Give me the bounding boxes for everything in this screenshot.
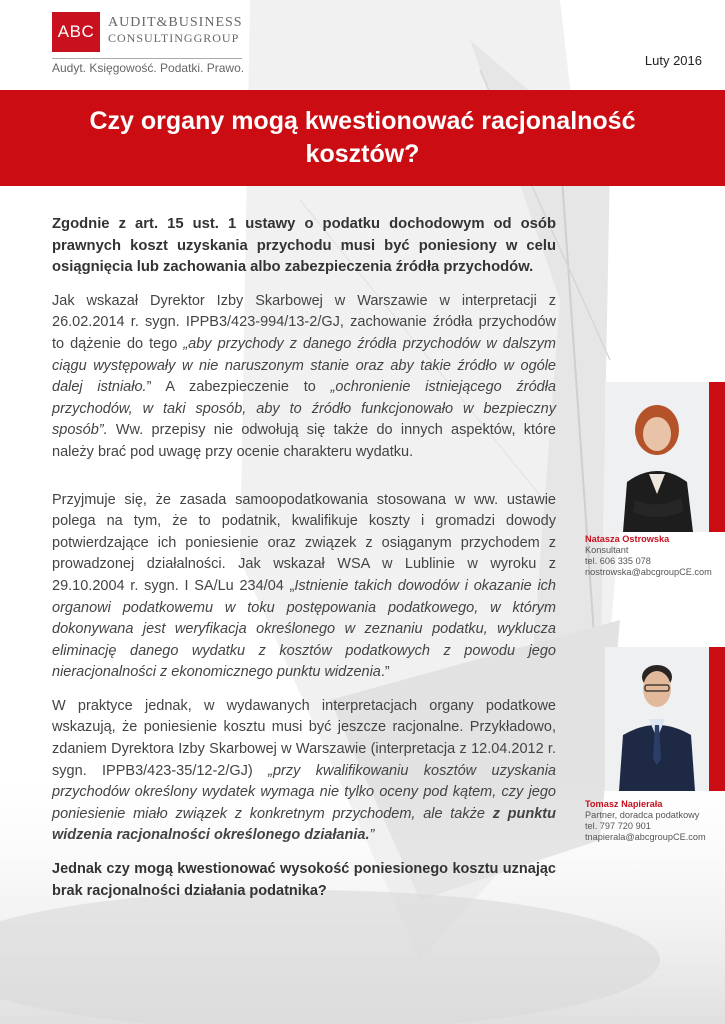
contact-role: Konsultant bbox=[585, 545, 629, 555]
portrait-man-icon bbox=[605, 647, 709, 791]
accent-bar bbox=[709, 382, 725, 532]
page-title: Czy organy mogą kwestionować racjonalność kosztów? bbox=[89, 107, 636, 168]
spacer bbox=[52, 476, 556, 490]
contact-phone: tel. 797 720 901 bbox=[585, 821, 651, 831]
p1-text-c: ” A zabezpieczenie to bbox=[146, 379, 331, 396]
contact-photo-natasza-ostrowska bbox=[605, 382, 709, 532]
logo-divider bbox=[52, 58, 242, 59]
p2-text-c: .” bbox=[380, 664, 390, 681]
p1-text-e: Ww. przepisy nie odwołują się także do innych aspektów, które należy brać pod uwagę przy ocenie charakteru wydatku. bbox=[52, 422, 556, 460]
p3-quote-end: ” bbox=[369, 827, 375, 844]
logo-line-2: CONSULTINGGROUP bbox=[108, 31, 240, 45]
contact-name: Tomasz Napierała bbox=[585, 799, 663, 809]
p1-text-a: Jak wskazał Dyrektor Izby Skarbowej w Warszawie w interpretacji z 26.02.2014 r. sygn. IPPB3/423-994/13-2/GJ, zachowanie źródła przychodów to dążenie do tego bbox=[52, 292, 556, 352]
closing-question: Jednak czy mogą kwestionować wysokość poniesionego kosztu uznając brak racjonalności działania podatnika? bbox=[52, 861, 556, 899]
p3-quote: „przy kwalifikowaniu kosztów uzyskania przychodów określony wydatek wymaga nie tylko oceny pod kątem, czy jego poniesienie miało związek z konkretnym przychodem, ale także bbox=[52, 762, 556, 822]
contact-email[interactable]: tnapierala@abcgroupCE.com bbox=[585, 832, 706, 842]
accent-bar bbox=[709, 647, 725, 791]
contact-phone: tel. 606 335 078 bbox=[585, 556, 651, 566]
contact-card bbox=[585, 799, 706, 843]
paragraph-1 bbox=[52, 291, 556, 464]
contact-card bbox=[585, 534, 712, 578]
logo-company-name bbox=[108, 14, 243, 46]
contact-email[interactable]: nostrowska@abcgroupCE.com bbox=[585, 567, 712, 577]
portrait-woman-icon bbox=[605, 382, 709, 532]
p1-quote-1: „aby przychody z danego źródła przychodów w dalszym ciągu występowały w nie naruszonym stanie oraz aby takie źródło w ogóle dalej istniało. bbox=[52, 335, 556, 396]
issue-date: Luty 2016 bbox=[644, 53, 702, 68]
p2-text-a: Przyjmuje się, że zasada samoopodatkowania stosowana w ww. ustawie polega na tym, że to podatnik, kwalifikuje koszty i gromadzi dowody potwierdzające ich poniesienie oraz związek z osiąganym przychodem z prowadzonej działalności. Jak wskazał WSA w Lublinie w wyroku z 29.10.2004 r. sygn. I SA/Lu 234/04 „ bbox=[52, 491, 556, 594]
paragraph-2 bbox=[52, 490, 556, 684]
header bbox=[0, 0, 725, 90]
title-banner bbox=[0, 90, 725, 186]
contact-role: Partner, doradca podatkowy bbox=[585, 810, 700, 820]
article-body bbox=[52, 214, 556, 914]
paragraph-3 bbox=[52, 696, 556, 847]
contact-photo-tomasz-napierala bbox=[605, 647, 709, 791]
tagline: Audyt. Księgowość. Podatki. Prawo. bbox=[52, 61, 245, 75]
logo-line-1: AUDIT&BUSINESS bbox=[108, 15, 243, 30]
logo-badge: ABC bbox=[52, 12, 100, 52]
p3-text-a: W praktyce jednak, w wydawanych interpretacjach organy podatkowe wskazują, że poniesienie kosztu musi być jeszcze racjonalne. Przykładowo, zdaniem Dyrektora Izby Skarbowej w Warszawie (interpretacja z 12.04.2012 r. sygn. IPPB3/423-35/12-2/GJ) bbox=[52, 697, 556, 779]
contact-name: Natasza Ostrowska bbox=[585, 534, 670, 544]
p1-quote-2: „ochronienie istniejącego źródła przychodów, w taki sposób, aby to źródło funkcjonowało w bezpieczny sposób”. bbox=[52, 379, 556, 439]
p2-quote: Istnienie takich dowodów i okazanie ich organowi podatkowemu w toku postępowania podatkowego, w którym dokonywana jest weryfikacja określonego w zeznaniu podatku, wyklucza eliminację danego wydatku z kosztów podatkowych z powodu jego nieracjonalności z ekonomicznego punktu widzenia bbox=[52, 577, 556, 681]
lead-paragraph: Zgodnie z art. 15 ust. 1 ustawy o podatku dochodowym od osób prawnych koszt uzyskania przychodu musi być poniesiony w celu osiągnięcia lub zachowania albo zabezpieczenia źródła przychodów. bbox=[52, 216, 556, 276]
p3-quote-bold: z punktu widzenia racjonalności określonego działania. bbox=[52, 805, 556, 844]
